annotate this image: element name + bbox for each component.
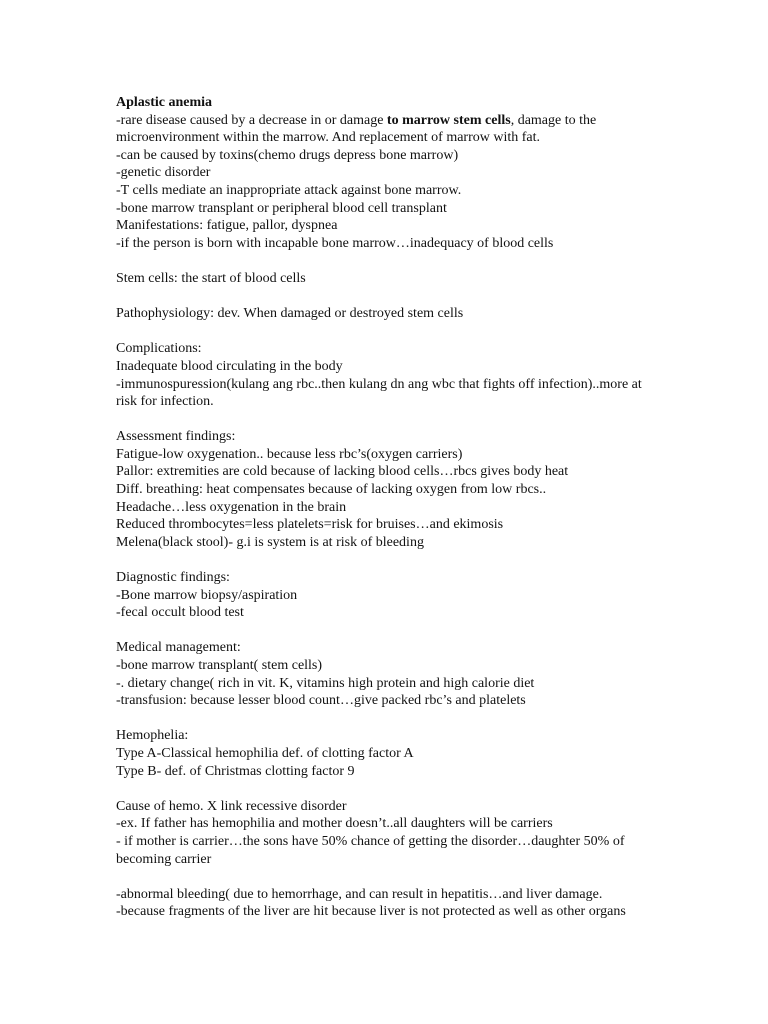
section-heading: Hemophelia: <box>116 728 189 744</box>
section-heading: Diagnostic findings: <box>116 570 230 586</box>
text-line: Type B- def. of Christmas clotting factor 9 <box>116 763 355 779</box>
document-body <box>116 94 656 921</box>
paragraph-gap <box>116 868 656 886</box>
section-heading: Complications: <box>116 341 202 357</box>
text-line: -immunospuression(kulang ang rbc..then kulang dn ang wbc that fights off infection)..more at risk for infection. <box>116 376 642 410</box>
text-line: -. dietary change( rich in vit. K, vitamins high protein and high calorie diet <box>116 675 535 691</box>
text-line: Melena(black stool)- g.i is system is at risk of bleeding <box>116 534 424 550</box>
intro-text: -rare disease caused by a decrease in or damage <box>116 112 387 128</box>
intro-text-end: , damage to the microenvironment within the marrow. And replacement of marrow with fat. <box>116 112 597 146</box>
paragraph-gap <box>116 411 656 429</box>
text-line: -because fragments of the liver are hit because liver is not protected as well as other organs <box>116 904 626 920</box>
text-line: -Bone marrow biopsy/aspiration <box>116 587 298 603</box>
text-line: Type A-Classical hemophilia def. of clotting factor A <box>116 745 414 761</box>
text-line: -ex. If father has hemophilia and mother doesn’t..all daughters will be carriers <box>116 816 553 832</box>
text-line: Fatigue-low oxygenation.. because less rbc’s(oxygen carriers) <box>116 446 463 462</box>
pathophysiology-line: Pathophysiology: dev. When damaged or destroyed stem cells <box>116 306 464 322</box>
paragraph-gap <box>116 780 656 798</box>
text-line: -can be caused by toxins(chemo drugs depress bone marrow) <box>116 147 459 163</box>
paragraph-gap <box>116 288 656 306</box>
paragraph-gap <box>116 252 656 270</box>
text-line: -bone marrow transplant or peripheral blood cell transplant <box>116 200 447 216</box>
text-line: -transfusion: because lesser blood count…give packed rbc’s and platelets <box>116 693 526 709</box>
section-heading: Medical management: <box>116 640 241 656</box>
text-line: Pallor: extremities are cold because of lacking blood cells…rbcs gives body heat <box>116 464 569 480</box>
section-heading: Assessment findings: <box>116 429 236 445</box>
text-line: -fecal occult blood test <box>116 605 244 621</box>
stem-cells-line: Stem cells: the start of blood cells <box>116 270 306 286</box>
paragraph-gap <box>116 323 656 341</box>
text-line: Reduced thrombocytes=less platelets=risk for bruises…and ekimosis <box>116 517 504 533</box>
text-line: -if the person is born with incapable bone marrow…inadequacy of blood cells <box>116 235 554 251</box>
text-line: -abnormal bleeding( due to hemorrhage, and can result in hepatitis…and liver damage. <box>116 886 603 902</box>
text-line: -T cells mediate an inappropriate attack against bone marrow. <box>116 182 462 198</box>
intro-bold-text: to marrow stem cells <box>386 112 511 128</box>
text-line: - if mother is carrier…the sons have 50% chance of getting the disorder…daughter 50% of becoming carrier <box>116 833 625 867</box>
text-line: Headache…less oxygenation in the brain <box>116 499 347 515</box>
text-line: -bone marrow transplant( stem cells) <box>116 658 323 673</box>
text-line: Diff. breathing: heat compensates because of lacking oxygen from low rbcs.. <box>116 482 547 498</box>
section-heading: Cause of hemo. X link recessive disorder <box>116 798 347 814</box>
text-line: Manifestations: fatigue, pallor, dyspnea <box>116 218 338 234</box>
document-title: Aplastic anemia <box>116 95 213 110</box>
paragraph-gap <box>116 551 656 569</box>
intro-paragraph <box>116 112 656 147</box>
paragraph-gap <box>116 710 656 728</box>
paragraph-gap <box>116 622 656 640</box>
text-line: Inadequate blood circulating in the body <box>116 358 343 374</box>
text-line: -genetic disorder <box>116 165 211 181</box>
